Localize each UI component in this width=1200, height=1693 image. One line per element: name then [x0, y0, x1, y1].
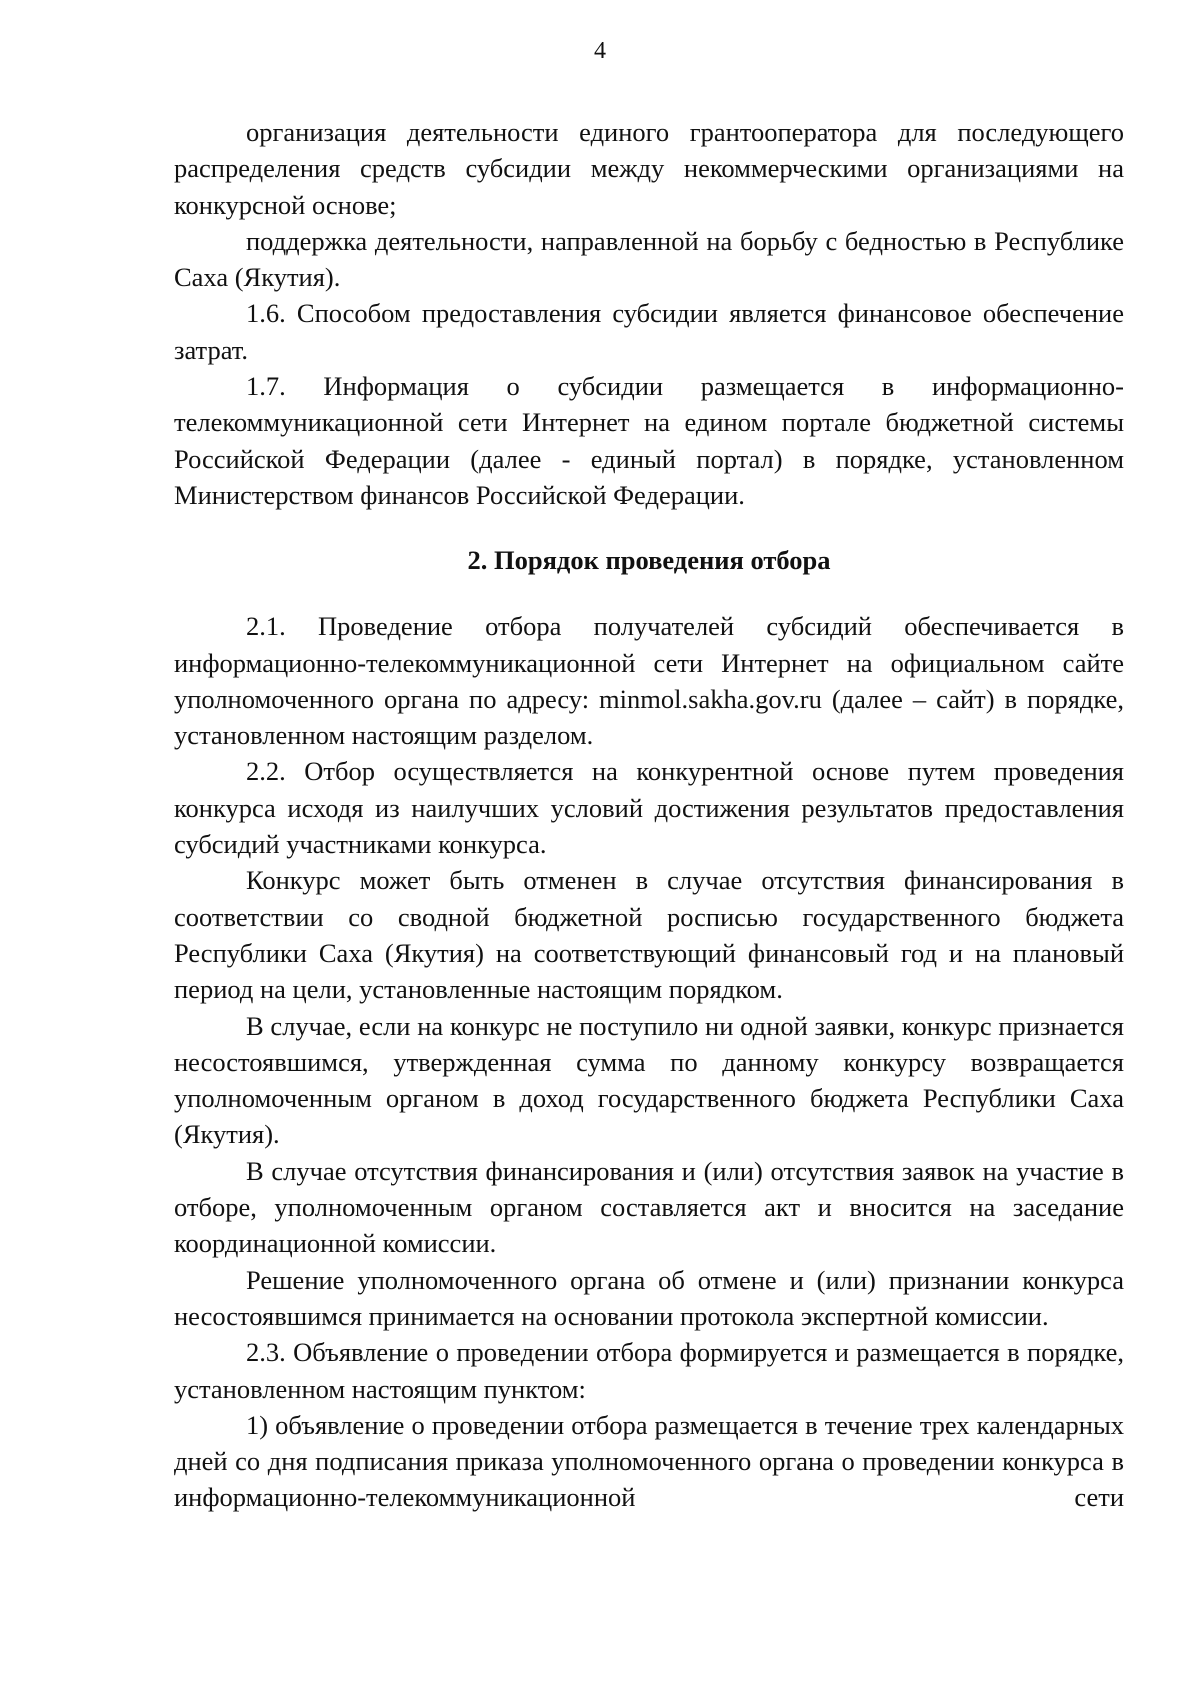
document-body — [174, 114, 1124, 1516]
paragraph-grant-operator: организация деятельности единого грантооператора для последующего распределения средств субсидии между некоммерческими организациями на конкурсной основе; — [174, 117, 1124, 220]
paragraph-1-6: 1.6. Способом предоставления субсидии является финансовое обеспечение затрат. — [174, 298, 1124, 365]
paragraph-1-7: 1.7. Информация о субсидии размещается в информационно-телекоммуникационной сети Интернет на едином портале бюджетной системы Российской Федерации (далее - единый портал) в порядке, установленном Министерством финансов Российской Федерации. — [174, 371, 1124, 510]
paragraph-2-3-item-1: 1) объявление о проведении отбора размещается в течение трех календарных дней со дня подписания приказа уполномоченного органа о проведении конкурса в информационно-телекоммуникационной сети — [174, 1409, 1124, 1513]
paragraph-contest-cancellation: Конкурс может быть отменен в случае отсутствия финансирования в соответствии со сводной бюджетной росписью государственного бюджета Республики Саха (Якутия) на соответствующий финансовый год и на плановый период на цели, установленные настоящим порядком. — [174, 865, 1124, 1005]
paragraph-2-1: 2.1. Проведение отбора получателей субсидий обеспечивается в информационно-телекоммуникационной сети Интернет на официальном сайте уполномоченного органа по адресу: minmol.sakha.gov.ru (далее – сайт) в порядке, установленном настоящим разделом. — [174, 611, 1124, 751]
paragraph-poverty-support: поддержка деятельности, направленной на борьбу с бедностью в Республике Саха (Якутия). — [174, 225, 1124, 293]
paragraph-2-2: 2.2. Отбор осуществляется на конкурентной основе путем проведения конкурса исходя из наилучших условий достижения результатов предоставления субсидий участниками конкурса. — [174, 756, 1124, 860]
paragraph-2-3: 2.3. Объявление о проведении отбора формируется и размещается в порядке, установленном настоящим пунктом: — [174, 1337, 1124, 1404]
paragraph-act-commission: В случае отсутствия финансирования и (или) отсутствия заявок на участие в отборе, уполномоченным органом составляется акт и вносится на заседание координационной комиссии. — [174, 1155, 1124, 1259]
section-heading: 2. Порядок проведения отбора — [467, 545, 831, 576]
page-number: 4 — [594, 38, 606, 64]
paragraph-no-applications: В случае, если на конкурс не поступило ни одной заявки, конкурс признается несостоявшимся, утвержденная сумма по данному конкурсу возвращается уполномоченным органом в доход государственного бюджета Республики Саха (Якутия). — [174, 1010, 1124, 1150]
paragraph-decision-protocol: Решение уполномоченного органа об отмене и (или) признании конкурса несостоявшимся принимается на основании протокола экспертной комиссии. — [174, 1264, 1124, 1331]
